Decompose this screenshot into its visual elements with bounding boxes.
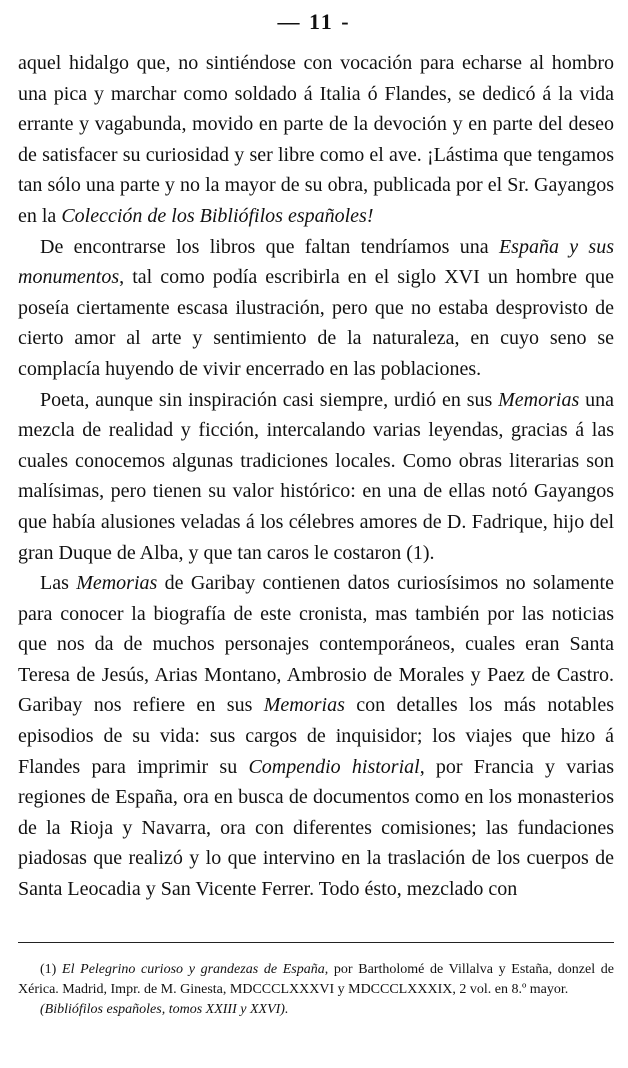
italic-text: España y sus monumentos [18,235,614,289]
italic-text: Memorias [263,694,345,717]
text-run: , por Bartholomé de Villalva y Estaña, donzel de Xérica. Madrid, Impr. de M. Ginesta, MDCCCLXXXVI y MDCCCLXXXIX, 2 vol. en 8.º mayor. [18,962,615,997]
italic-text: Memorias [76,572,158,595]
paragraph-3 [18,385,614,569]
text-run: (1) [40,962,63,977]
footnote-1 [18,960,614,1000]
body-text [18,48,614,905]
text-run: De encontrarse los libros que faltan tendríamos una [40,235,499,258]
text-run: una mezcla de realidad y ficción, intercalando varias leyendas, gracias á las cuales conocemos algunas tradiciones locales. Como obras literarias son malísimas, pero tienen su valor histórico: en una de ellas notó Gayangos que había alusiones veladas á los célebres amores de D. Fadrique, hijo del gran Duque de Alba, y que tan caros le costaron (1). [18,388,614,564]
text-run: Poeta, aunque sin inspiración casi siempre, urdió en sus [40,388,499,411]
text-run: de Garibay contienen datos curiosísimos no solamente para conocer la biografía de este cronista, mas también por las noticias que nos da de muchos personajes contemporáneos, cuales eran Santa Teresa de Jesús, Arias Montano, Ambrosio de Morales y Paez de Castro. Garibay nos refiere en sus [18,572,614,717]
footnote-divider [18,942,614,943]
text-run: , tal como podía escribirla en el siglo XVI un hombre que poseía ciertamente escasa ilustración, pero que no estaba desprovisto de cierto amor al arte y sentimiento de la naturaleza, en cuyo seno se complacía huyendo de vivir encerrado en las poblaciones. [18,266,614,380]
italic-text: Compendio historial [248,755,420,778]
paragraph-4 [18,568,614,905]
text-run: , por Francia y varias regiones de España, ora en busca de documentos como en los monasterios de la Rioja y Navarra, ora con diferentes comisiones; las fundaciones piadosas que realizó y lo que intervino en la traslación de los cuerpos de Santa Leocadia y San Vicente Ferrer. Todo ésto, mezclado con [18,755,614,901]
footnotes [18,960,614,1020]
paragraph-1 [18,48,614,232]
italic-text: (Bibliófilos españoles, tomos XXIII y XXVI). [40,1002,289,1017]
italic-text: Colección de los Bibliófilos españoles! [61,204,374,227]
page-number: — 11 - [277,9,351,34]
footnote-1-continuation [18,1000,614,1020]
italic-text: El Pelegrino curioso y grandezas de España [62,962,325,977]
italic-text: Memorias [498,388,580,411]
paragraph-2 [18,232,614,385]
text-run: aquel hidalgo que, no sintiéndose con vocación para echarse al hombro una pica y marchar como soldado á Italia ó Flandes, se dedicó á la vida errante y vagabunda, movido en parte de la devoción y en parte del deseo de satisfacer su curiosidad y ser libre como el ave. ¡Lástima que tengamos tan sólo una parte y no la mayor de su obra, publicada por el Sr. Gayangos en la [18,52,614,227]
text-run: con detalles los más notables episodios de su vida: sus cargos de inquisidor; los viajes que hizo á Flandes para imprimir su [18,694,614,778]
text-run: Las [40,572,77,595]
